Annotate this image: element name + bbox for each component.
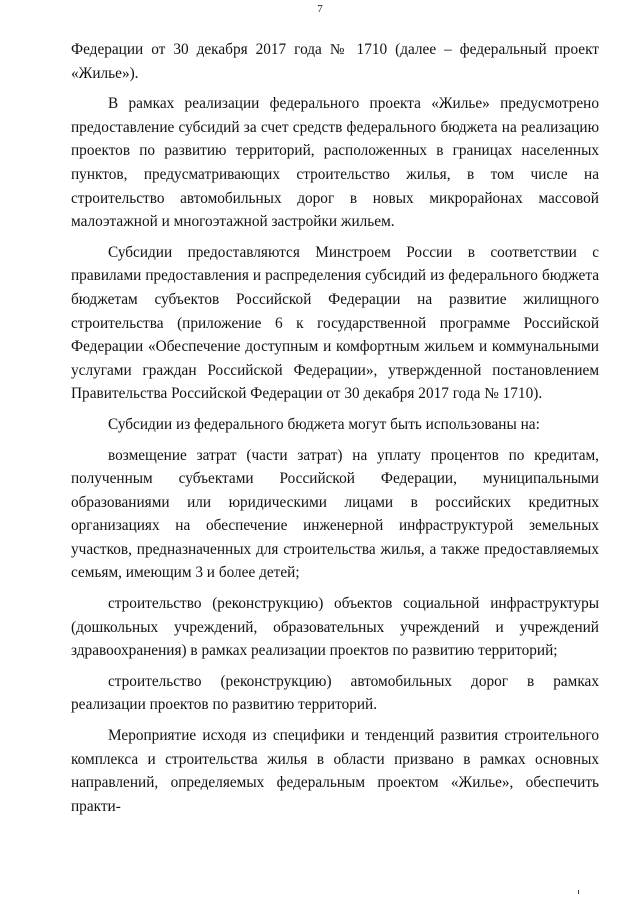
paragraph-subsidy-uses-intro: Субсидии из федерального бюджета могут быть использованы на:	[108, 415, 540, 433]
paragraph-subsidy-rules: Субсидии предоставляются Минстроем России в соответствии с правилами предоставления и распределения субсидий из федерального бюджета бюджетам субъектов Российской Федерации на развитие жилищного строительства (приложение 6 к государственной программе Российской Федерации «Обеспечение доступным и комфортным жильем и коммунальными услугами граждан Российской Федерации», утвержденной постановлением Правительства Российской Федерации от 30 декабря 2017 года № 1710).	[71, 243, 599, 403]
document-body	[71, 38, 599, 818]
list-item-social-infrastructure: строительство (реконструкцию) объектов социальной инфраструктуры (дошкольных учреждений, образовательных учреждений и учреждений здравоохранения) в рамках реализации проектов по развитию территорий;	[71, 595, 599, 660]
list-item-road-construction: строительство (реконструкцию) автомобильных дорог в рамках реализации проектов по развитию территорий.	[71, 672, 599, 714]
scan-mark	[578, 890, 579, 894]
paragraph-continuation: Федерации от 30 декабря 2017 года № 1710 (далее – федеральный проект «Жилье»).	[71, 41, 599, 82]
page-number: 7	[317, 3, 323, 15]
paragraph-measure-purpose: Мероприятие исходя из специфики и тенденций развития строительного комплекса и строительства жилья в области призвано в рамках основных направлений, определяемых федеральным проектом «Жилье», обеспечить практи-	[71, 727, 599, 815]
list-item-interest-compensation: возмещение затрат (части затрат) на уплату процентов по кредитам, полученным субъектами Российской Федерации, муниципальными образованиями или юридическими лицами в российских кредитных организациях на обеспечение инженерной инфраструктурой земельных участков, предназначенных для строительства жилья, а также предоставляемых семьям, имеющим 3 и более детей;	[71, 446, 599, 582]
paragraph-federal-project-subsidies: В рамках реализации федерального проекта «Жилье» предусмотрено предоставление субсидий за счет средств федерального бюджета на реализацию проектов по развитию территорий, расположенных в границах населенных пунктов, предусматривающих строительство жилья, в том числе на строительство автомобильных дорог в новых микрорайонах массовой малоэтажной и многоэтажной застройки жильем.	[71, 95, 599, 231]
